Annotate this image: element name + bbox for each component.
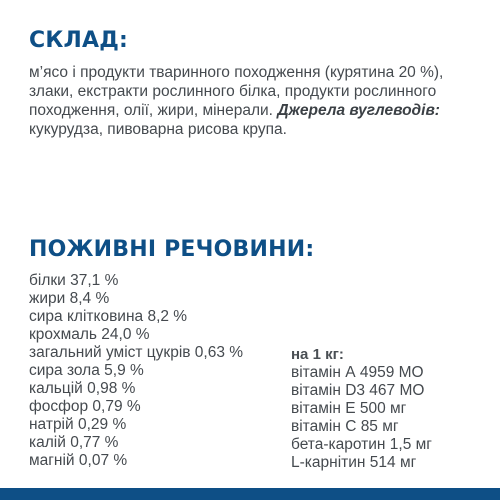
nutrient-item-phosphorus: фосфор 0,79 % [29,398,141,415]
bottom-accent-bar [0,488,500,500]
additive-item-beta-carotene: бета-каротин 1,5 мг [291,436,432,453]
analytical-constituents-list [29,272,243,470]
nutrient-item-potassium: калій 0,77 % [29,434,119,451]
additive-item-vitamin-d3: вітамін D3 467 МО [291,382,425,399]
composition-paragraph [29,63,464,139]
nutrient-item-ash: сира зола 5,9 % [29,362,144,379]
nutrient-item-magnesium: магній 0,07 % [29,452,128,469]
nutrient-item-sugars: загальний уміст цукрів 0,63 % [29,344,244,361]
nutrient-item-calcium: кальцій 0,98 % [29,380,136,397]
composition-heading: СКЛАД: [29,28,129,53]
additive-item-vitamin-a: вітамін А 4959 МО [291,364,424,381]
carbohydrate-sources-label: Джерела вуглеводів: [277,102,440,119]
nutrient-item-fiber: сира клітковина 8,2 % [29,308,188,325]
additive-item-vitamin-e: вітамін Е 500 мг [291,400,407,417]
nutrients-heading: ПОЖИВНІ РЕЧОВИНИ: [29,237,315,262]
per-kg-additives-list [291,346,432,472]
composition-text: м’ясо і продукти тваринного походження (курятина 20 %), злаки, екстракти рослинного білка, продукти рослинного походження, олії, жири, мінерали. [29,64,444,119]
per-kg-title: на 1 кг: [291,346,344,363]
additive-item-l-carnitine: L-карнітин 514 мг [291,454,417,471]
nutrient-item-sodium: натрій 0,29 % [29,416,127,433]
nutrient-item-starch: крохмаль 24,0 % [29,326,150,343]
additive-item-vitamin-c: вітамін С 85 мг [291,418,399,435]
nutrient-item-protein: білки 37,1 % [29,272,119,289]
nutrient-item-fat: жири 8,4 % [29,290,110,307]
carbohydrate-sources-text: кукурудза, пивоварна рисова крупа. [29,121,287,138]
